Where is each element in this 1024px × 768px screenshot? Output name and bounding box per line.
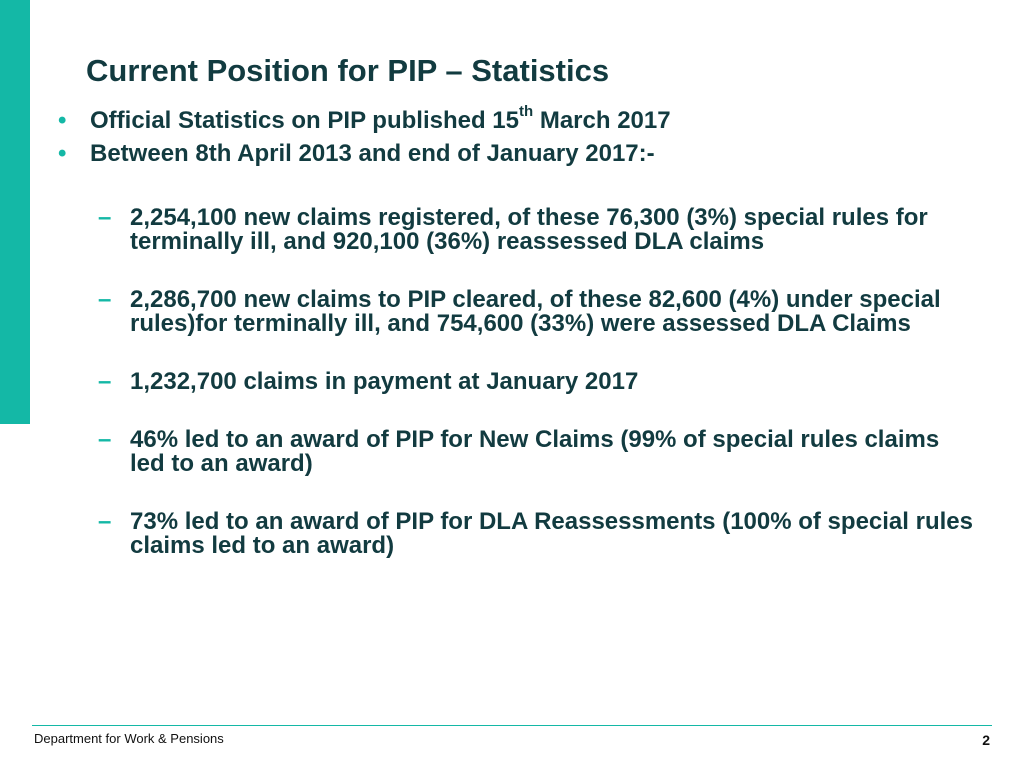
dash-icon: – [98,426,112,453]
stat-text: 1,232,700 claims in payment at January 2017 [130,368,639,395]
stat-text: 2,254,100 new claims registered, of these 76,300 (3%) special rules for terminally ill, and 920,100 (36%) reassessed DLA claims [130,204,928,255]
bullet-text: Official Statistics on PIP published 15 [90,107,519,134]
stat-text: 46% led to an award of PIP for New Claims (99% of special rules claims led to an award) [130,426,940,477]
slide-title: Current Position for PIP – Statistics [86,53,610,88]
statistics-list [98,206,978,592]
dash-icon: – [98,204,112,231]
stat-new-claims-cleared [98,288,978,336]
footer-divider [32,725,992,726]
dash-icon: – [98,286,112,313]
stat-new-claims-award [98,428,978,476]
stat-text: 2,286,700 new claims to PIP cleared, of these 82,600 (4%) under special rules)for terminally ill, and 754,600 (33%) were assessed DLA Claims [130,286,941,337]
dash-icon: – [98,368,112,395]
bullet-date-range [58,137,988,170]
bullet-text-suffix: March 2017 [533,107,671,134]
stat-new-claims-registered [98,206,978,254]
bullet-text: Between 8th April 2013 and end of January 2017:- [90,140,655,167]
main-bullet-list [58,104,988,170]
dash-icon: – [98,508,112,535]
stat-dla-reassessment-award [98,510,978,558]
bullet-dot-icon: • [58,140,67,167]
stat-claims-in-payment [98,370,978,394]
stat-text: 73% led to an award of PIP for DLA Reassessments (100% of special rules claims led to an award) [130,508,973,559]
bullet-official-statistics [58,104,988,137]
bullet-dot-icon: • [58,107,67,134]
page-number: 2 [982,732,990,748]
footer-organization: Department for Work & Pensions [34,731,224,746]
ordinal-suffix: th [519,103,534,120]
accent-bar [0,0,30,424]
